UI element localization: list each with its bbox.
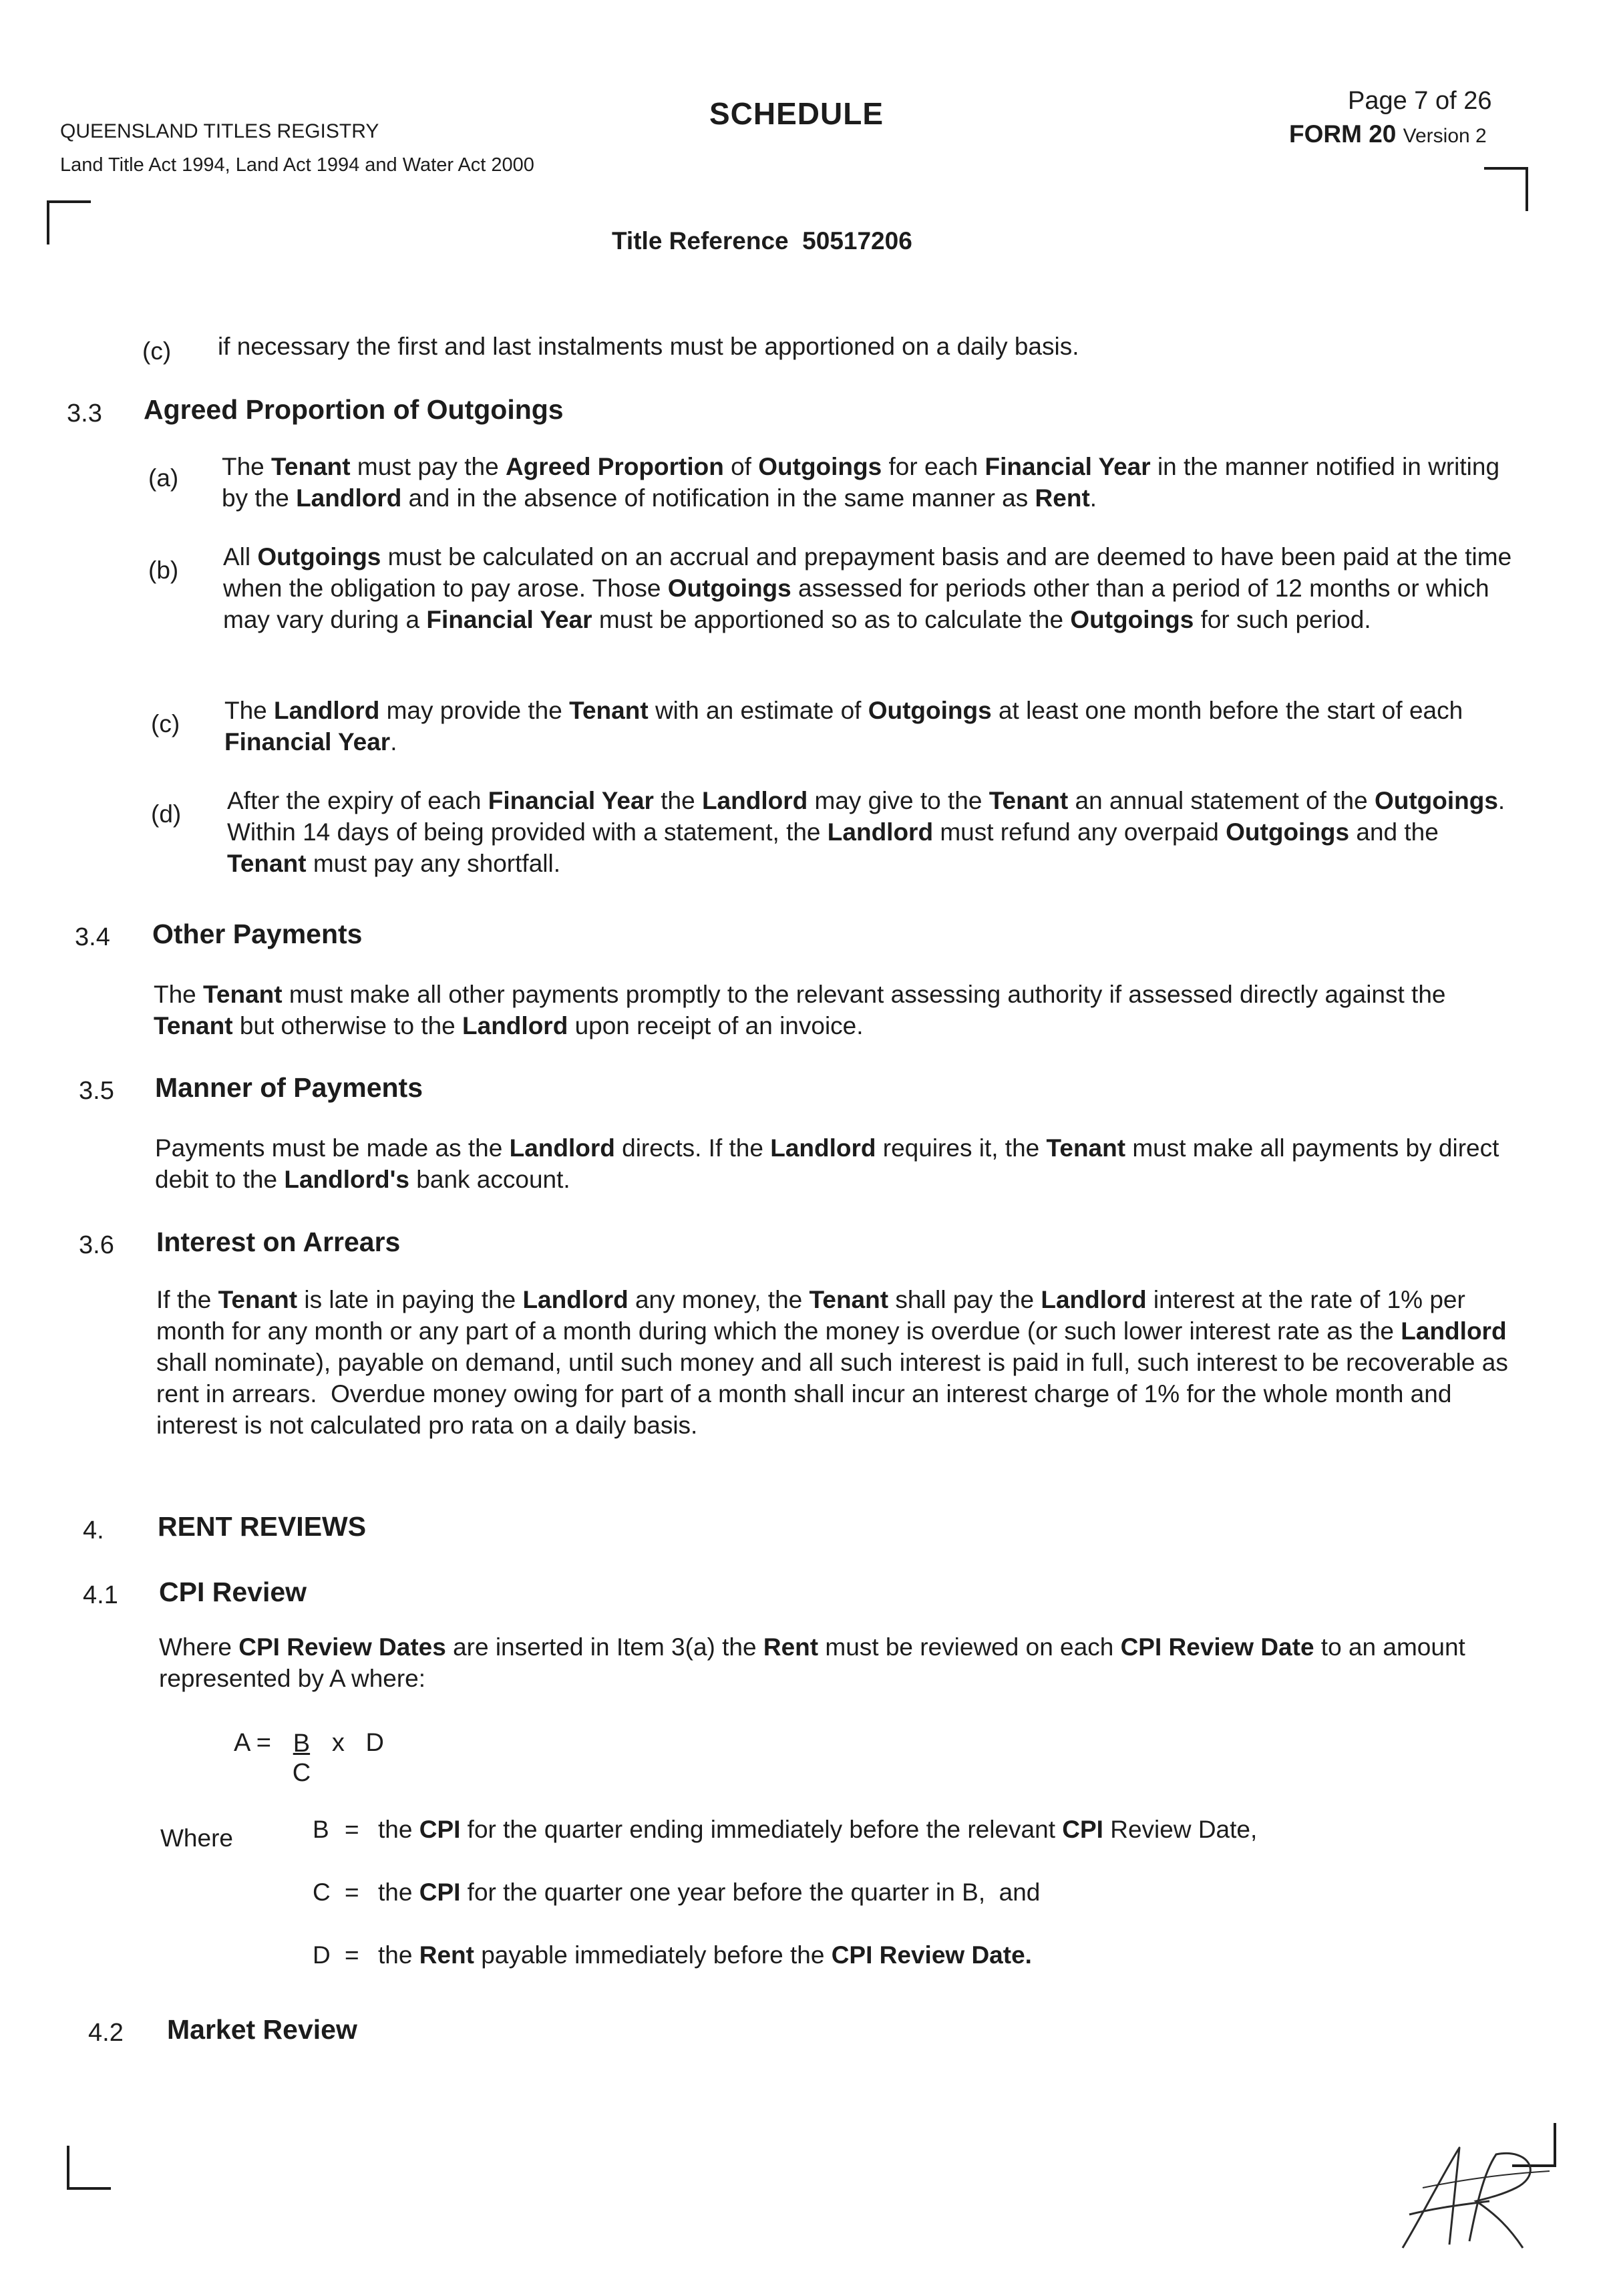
section-4-heading: RENT REVIEWS [158,1511,367,1542]
def-b-text: the CPI for the quarter ending immediately before the relevant CPI Review Date, [378,1816,1258,1843]
form-version [1289,120,1487,148]
definition-row-b [313,1816,1257,1878]
registry-name: QUEENSLAND TITLES REGISTRY [60,120,379,142]
clause-4-1-heading: CPI Review [159,1577,307,1607]
clause-3-3-heading: Agreed Proportion of Outgoings [144,394,564,425]
title-reference-value: 50517206 [802,227,912,255]
clause-3-5-number: 3.5 [79,1077,114,1105]
clause-3-3-b-text: All Outgoings must be calculated on an accrual and prepayment basis and are deemed to have been paid at the time when the obligation to pay arose. Those Outgoings assessed for periods other than a period of 12 months or which may vary during a Financial Year must be apportioned so as to calculate the Outgoings for such period. [223,543,1512,633]
formula-a: A = [234,1729,271,1757]
clause-3-3-a-label: (a) [148,464,179,492]
def-c-equals: = [345,1878,359,1906]
clause-3-3-number: 3.3 [67,399,102,428]
page-number: Page 7 of 26 [1348,87,1492,115]
clause-3-5-heading: Manner of Payments [155,1072,423,1103]
clause-4-2-heading: Market Review [167,2014,357,2045]
def-c-text: the CPI for the quarter one year before the quarter in B, and [378,1878,1041,1906]
initials-signature [1396,2134,1556,2261]
def-c-symbol: C [313,1878,331,1906]
clause-3-3-d-text: After the expiry of each Financial Year the Landlord may give to the Tenant an annual statement of the Outgoings. Within 14 days of being provided with a statement, the Landlord must refund any overpaid Outgoings and the Tenant must pay any shortfall. [227,787,1505,877]
formula-numerator: B [293,1730,311,1758]
clause-3-2-c-text: if necessary the first and last instalments must be apportioned on a daily basis. [218,333,1079,360]
corner-mark-top-left [47,200,91,244]
def-b-symbol: B [313,1816,329,1843]
definition-row-d [313,1941,1257,2004]
formula-denominator: C [292,1759,311,1787]
clause-4-1-number: 4.1 [83,1581,118,1609]
title-reference-label: Title Reference [612,227,789,255]
formula-d: D [365,1729,384,1757]
clause-3-2-c-label: (c) [142,337,172,365]
formula-times: x [331,1729,345,1757]
section-4-number: 4. [83,1516,104,1544]
title-reference [612,227,912,255]
corner-mark-top-right [1484,167,1528,211]
acts-line: Land Title Act 1994, Land Act 1994 and Water Act 2000 [60,154,534,176]
formula-definitions [313,1816,1257,2004]
def-d-symbol: D [313,1941,331,1969]
def-b-equals: = [345,1816,359,1843]
where-label: Where [160,1824,233,1852]
form-label: FORM 20 [1289,120,1397,148]
cpi-formula [234,1729,384,1788]
corner-mark-bottom-left [67,2146,111,2190]
version-label: Version 2 [1403,125,1487,147]
definition-row-c [313,1878,1257,1941]
clause-3-3-b-label: (b) [148,556,179,584]
clause-3-4-number: 3.4 [75,923,110,951]
formula-fraction [293,1729,311,1788]
clause-3-4-heading: Other Payments [152,919,363,949]
clause-4-1-text: Where CPI Review Dates are inserted in Item 3(a) the Rent must be reviewed on each CPI Review Date to an amount represented by A where: [159,1633,1465,1692]
clause-3-6-number: 3.6 [79,1231,114,1259]
clause-3-6-text: If the Tenant is late in paying the Landlord any money, the Tenant shall pay the Landlord interest at the rate of 1% per month for any month or any part of a month during which the money is overdue (or such lower interest rate as the Landlord shall nominate), payable on demand, until such money and all such interest is paid in full, such interest to be recoverable as rent in arrears. Overdue money owing for part of a month shall incur an interest charge of 1% for the whole month and interest is not calculated pro rata on a daily basis. [156,1286,1508,1439]
def-d-equals: = [345,1941,359,1969]
clause-3-3-c-text: The Landlord may provide the Tenant with an estimate of Outgoings at least one month before the start of each Financial Year. [224,697,1463,756]
schedule-title: SCHEDULE [709,96,884,131]
clause-3-4-text: The Tenant must make all other payments promptly to the relevant assessing authority if assessed directly against the Tenant but otherwise to the Landlord upon receipt of an invoice. [154,981,1446,1039]
clause-3-3-c-label: (c) [151,710,180,737]
def-d-text: the Rent payable immediately before the CPI Review Date. [378,1941,1032,1969]
clause-3-3-a-text: The Tenant must pay the Agreed Proportion of Outgoings for each Financial Year in the manner notified in writing by the Landlord and in the absence of notification in the same manner as Rent. [222,453,1500,512]
clause-4-2-number: 4.2 [88,2019,124,2047]
clause-3-6-heading: Interest on Arrears [156,1226,401,1257]
clause-3-3-d-label: (d) [151,800,182,828]
clause-3-5-text: Payments must be made as the Landlord directs. If the Landlord requires it, the Tenant must make all payments by direct debit to the Landlord's bank account. [155,1134,1499,1193]
